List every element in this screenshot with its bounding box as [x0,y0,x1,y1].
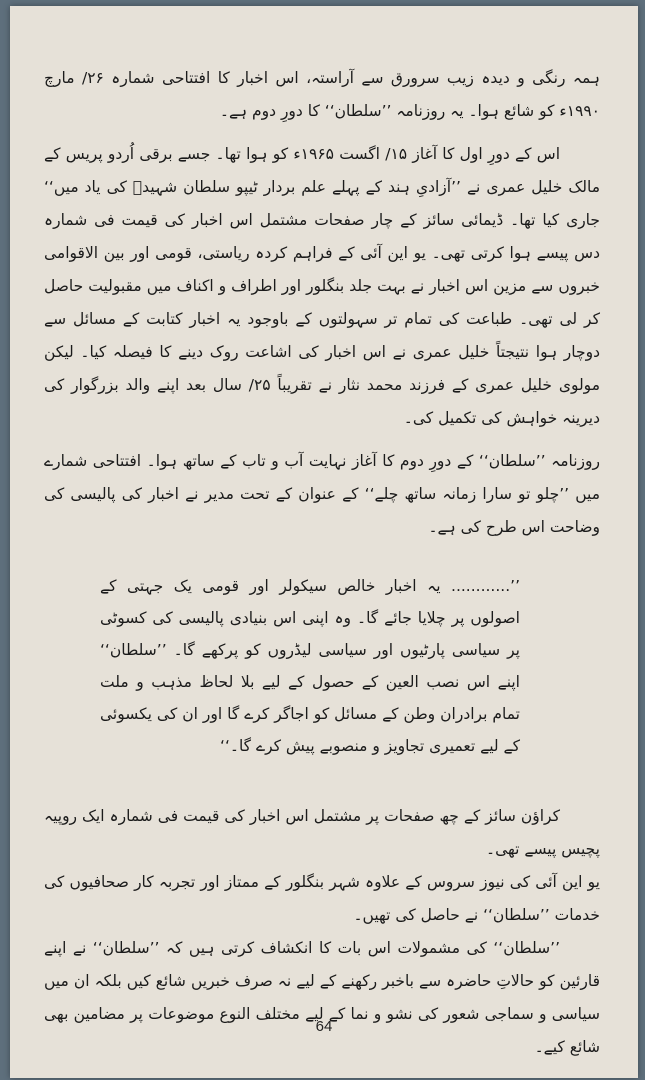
paragraph-second-era: روزنامہ ’’سلطان‘‘ کے دورِ دوم کا آغاز نہایت آب و تاب کے ساتھ ہوا۔ افتتاحی شمارے میں ’’چلو تو سارا زمانہ ساتھ چلے‘‘ کے عنوان کے تحت مدیر نے اخبار کی پالیسی کی وضاحت اس طرح کی ہے۔ [44,452,600,536]
policy-quote [100,570,520,762]
quote-text: ’’............ یہ اخبار خالص سیکولر اور قومی یک جہتی کے اصولوں پر چلایا جائے گا۔ وہ اپنی اس بنیادی پالیسی کی کسوٹی پر سیاسی پارٹیوں اور سیاسی لیڈروں کو پرکھے گا۔ ’’سلطان‘‘ اپنے اس نصب العین کے حصول کے لیے بلا لحاظ مذہب و ملت تمام برادران وطن کے مسائل کو اجاگر کرے گا اور ان کی یکسوئی کے لیے تعمیری تجاویز و منصوبے پیش کرے گا۔‘‘ [100,577,520,755]
paragraph-price: کراؤن سائز کے چھ صفحات پر مشتمل اس اخبار کی قیمت فی شمارہ ایک روپیہ پچیس پیسے تھی۔ [44,807,600,858]
paragraph-intro: ہمہ رنگی و دیدہ زیب سرورق سے آراستہ، اس اخبار کا افتتاحی شمارہ ۲۶/ مارچ ۱۹۹۰ء کو شائع ہوا۔ یہ روزنامہ ’’سلطان‘‘ کا دورِ دوم ہے۔ [44,69,600,120]
paragraph-journalists: یو این آئی کی نیوز سروس کے علاوہ شہر بنگلور کے ممتاز اور تجربہ کار صحافیوں کی خدمات ’’سلطان‘‘ نے حاصل کی تھیں۔ [44,873,600,924]
book-page [10,6,638,1078]
paragraph-first-era: اس کے دورِ اول کا آغاز ۱۵/ اگست ۱۹۶۵ء کو ہوا تھا۔ جسے برقی اُردو پریس کے مالک خلیل عمری نے ’’آزادیِ ہند کے پہلے علم بردار ٹیپو سلطان شہیدؒ کی یاد میں‘‘ جاری کیا تھا۔ ڈیمائی سائز کے چار صفحات مشتمل اس اخبار کی قیمت فی شمارہ دس پیسے ہوا کرتی تھی۔ یو این آئی کے فراہم کردہ ریاستی، قومی اور بین الاقوامی خبروں سے مزین اس اخبار نے بہت جلد بنگلور اور اطراف و اکناف میں مقبولیت حاصل کر لی تھی۔ طباعت کی تمام تر سہولتوں کے باوجود یہ اخبار کتابت کے مسائل سے دوچار ہوا نتیجتاً خلیل عمری نے اس اخبار کی اشاعت روک دینے کا فیصلہ کیا۔ لیکن مولوی خلیل عمری کے فرزند محمد نثار نے تقریباً ۲۵/ سال بعد اپنے والد بزرگوار کی دیرینہ خواہش کی تکمیل کی۔ [44,145,600,427]
page-body [44,62,600,1064]
page-number: 64 [315,1018,333,1035]
paragraph-contents: ’’سلطان‘‘ کی مشمولات اس بات کا انکشاف کرتی ہیں کہ ’’سلطان‘‘ نے اپنے قارئین کو حالاتِ حاضرہ سے باخبر رکھنے کے لیے نہ صرف خبریں شائع کیں بلکہ ان میں سیاسی و سماجی شعور کی نشو و نما کے لیے مختلف النوع موضوعات پر مضامین بھی شائع کیے۔ [44,939,600,1056]
